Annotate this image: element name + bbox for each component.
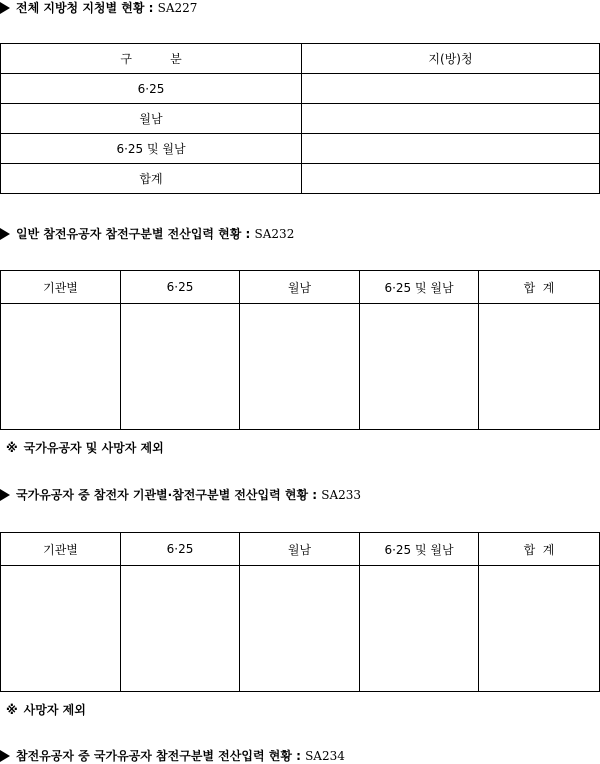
section3-code: SA233 <box>321 488 362 502</box>
national-merit-veteran-table <box>0 532 600 692</box>
col-625: 6·25 <box>121 271 240 304</box>
col-agency: 기관별 <box>1 271 121 304</box>
cell-agency <box>1 566 121 692</box>
cell-both <box>360 304 479 430</box>
section3-heading <box>0 487 361 503</box>
cell-vietnam <box>240 566 360 692</box>
header-office: 지(방)청 <box>302 44 600 74</box>
cell-625 <box>121 304 240 430</box>
row-value <box>302 74 600 104</box>
table-row <box>1 566 600 692</box>
section2-code: SA232 <box>254 227 295 241</box>
cell-total <box>479 304 600 430</box>
table-row <box>1 164 600 194</box>
triangle-bullet-icon <box>0 2 10 14</box>
table-header-row <box>1 271 600 304</box>
col-vietnam: 월남 <box>240 271 360 304</box>
col-both: 6·25 및 월남 <box>360 533 479 566</box>
section2-title: 일반 참전유공자 참전구분별 전산입력 현황 : <box>16 227 255 241</box>
col-vietnam: 월남 <box>240 533 360 566</box>
row-label: 6·25 <box>1 74 302 104</box>
row-label: 6·25 및 월남 <box>1 134 302 164</box>
table-row <box>1 304 600 430</box>
section2-note <box>6 440 164 456</box>
col-agency: 기관별 <box>1 533 121 566</box>
table-row <box>1 134 600 164</box>
cell-both <box>360 566 479 692</box>
section4-code: SA234 <box>305 749 345 763</box>
section1-title: 전체 지방청 지청별 현황 : <box>16 1 158 15</box>
table-header-row <box>1 533 600 566</box>
table-row <box>1 104 600 134</box>
reference-mark-icon: ※ <box>6 703 18 717</box>
general-veteran-table <box>0 270 600 430</box>
section3-note-text: 사망자 제외 <box>23 703 86 717</box>
table-header-row <box>1 44 600 74</box>
col-both: 6·25 및 월남 <box>360 271 479 304</box>
cell-agency <box>1 304 121 430</box>
section3-title: 국가유공자 중 참전자 기관별·참전구분별 전산입력 현황 : <box>16 488 322 502</box>
section4-title: 참전유공자 중 국가유공자 참전구분별 전산입력 현황 : <box>16 749 306 763</box>
triangle-bullet-icon <box>0 228 10 240</box>
cell-vietnam <box>240 304 360 430</box>
row-value <box>302 104 600 134</box>
triangle-bullet-icon <box>0 489 10 501</box>
triangle-bullet-icon <box>0 750 10 762</box>
table-row <box>1 74 600 104</box>
cell-625 <box>121 566 240 692</box>
row-label: 합계 <box>1 164 302 194</box>
section4-heading <box>0 748 345 764</box>
section1-heading <box>0 0 197 16</box>
jurisdiction-table <box>0 43 600 194</box>
section3-note <box>6 702 86 718</box>
section1-code: SA227 <box>157 1 198 15</box>
header-category: 구 분 <box>1 44 302 74</box>
col-total: 합 계 <box>479 533 600 566</box>
col-total: 합 계 <box>479 271 600 304</box>
row-value <box>302 164 600 194</box>
section2-heading <box>0 226 294 242</box>
row-value <box>302 134 600 164</box>
col-625: 6·25 <box>121 533 240 566</box>
section2-note-text: 국가유공자 및 사망자 제외 <box>23 441 164 455</box>
reference-mark-icon: ※ <box>6 441 18 455</box>
cell-total <box>479 566 600 692</box>
row-label: 월남 <box>1 104 302 134</box>
